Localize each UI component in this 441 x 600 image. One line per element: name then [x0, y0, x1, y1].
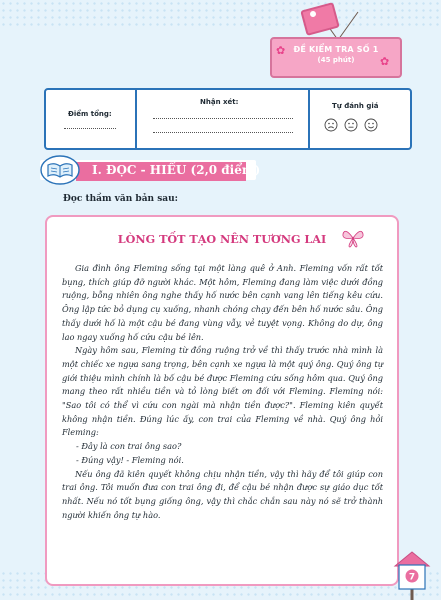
dialogue-line: - Đây là con trai ông sao? [76, 441, 182, 452]
page-number: 7 [408, 572, 416, 583]
comment-cell [137, 90, 310, 148]
neutral-face-icon[interactable] [344, 118, 358, 132]
total-score-label: Điểm tổng: [68, 110, 112, 118]
top-dot-pattern [0, 0, 441, 30]
sad-face-icon[interactable] [324, 118, 338, 132]
comment-line[interactable] [153, 118, 293, 119]
score-box [44, 88, 412, 150]
flower-icon: ✿ [380, 55, 390, 68]
butterfly-icon [341, 227, 365, 249]
self-assessment-label: Tự đánh giá [332, 102, 379, 110]
total-score-field[interactable] [64, 128, 116, 129]
flower-icon: ✿ [276, 44, 286, 57]
story-paragraph: Nếu ông đã kiên quyết không chịu nhận tiền, vậy thì hãy để tôi giúp con trai ông. Tôi muốn đưa con trai ông đi, để cậu bé nhận được sự giáo dục tốt nhất. Nếu nó tốt bụng giống ông, vậy thì chắc chắn sau này nó sẽ trở thành người khiến ông tự hào. [62, 468, 383, 520]
story-paragraph: Gia đình ông Fleming sống tại một làng quê ở Anh. Fleming vốn rất tốt bụng, thích giúp đỡ người khác. Một hôm, Fleming đang làm việc dưới đồng ruộng, bỗng nhiên ông nghe thấy hố nước bên cạnh vang lên tiếng kêu cứu. Ông lập tức bỏ dụng cụ xuống, nhanh chóng chạy đến bên hố nước sâu. Ông thấy dưới hố là một cậu bé đang vùng vẫy, vẻ tuyệt vọng. Không do dự, ông lao ngay xuống hố cứu cậu bé lên. [62, 263, 383, 342]
bird-house-icon [392, 548, 432, 600]
comment-line[interactable] [153, 132, 293, 133]
dialogue-line: - Đúng vậy! - Fleming nói. [76, 454, 184, 465]
section-title: I. ĐỌC - HIỂU (2,0 điểm) [92, 163, 261, 177]
story-paragraph: Ngày hôm sau, Fleming từ đồng ruộng trở về thì thấy trước nhà mình là một chiếc xe ngựa sang trọng, bên cạnh xe ngựa là một quý ông. Quý ông tự giới thiệu mình chính là bố cậu bé được Fleming cứu sống hôm qua. Quý ông mang theo rất nhiều tiền và tỏ lòng biết ơn đối với Fleming. Fleming nói: "Sao tôi có thể vì cứu con ngài mà nhận tiền được?". Fleming kiên quyết không nhận tiền. Đúng lúc ấy, con trai của Fleming về nhà. Quý ông hỏi Fleming: [62, 345, 383, 438]
story-body [62, 262, 383, 522]
story-title: LÒNG TỐT TẠO NÊN TƯƠNG LAI [117, 232, 327, 246]
self-assessment-cell [310, 90, 410, 148]
reading-card [45, 215, 399, 586]
happy-face-icon[interactable] [364, 118, 378, 132]
test-title: ĐỀ KIỂM TRA SỐ 1 [293, 45, 379, 54]
test-duration: (45 phút) [317, 56, 355, 64]
instruction: Đọc thầm văn bản sau: [63, 194, 178, 204]
open-book-icon [40, 155, 80, 185]
total-score-cell [46, 90, 137, 148]
comment-label: Nhận xét: [200, 98, 239, 106]
